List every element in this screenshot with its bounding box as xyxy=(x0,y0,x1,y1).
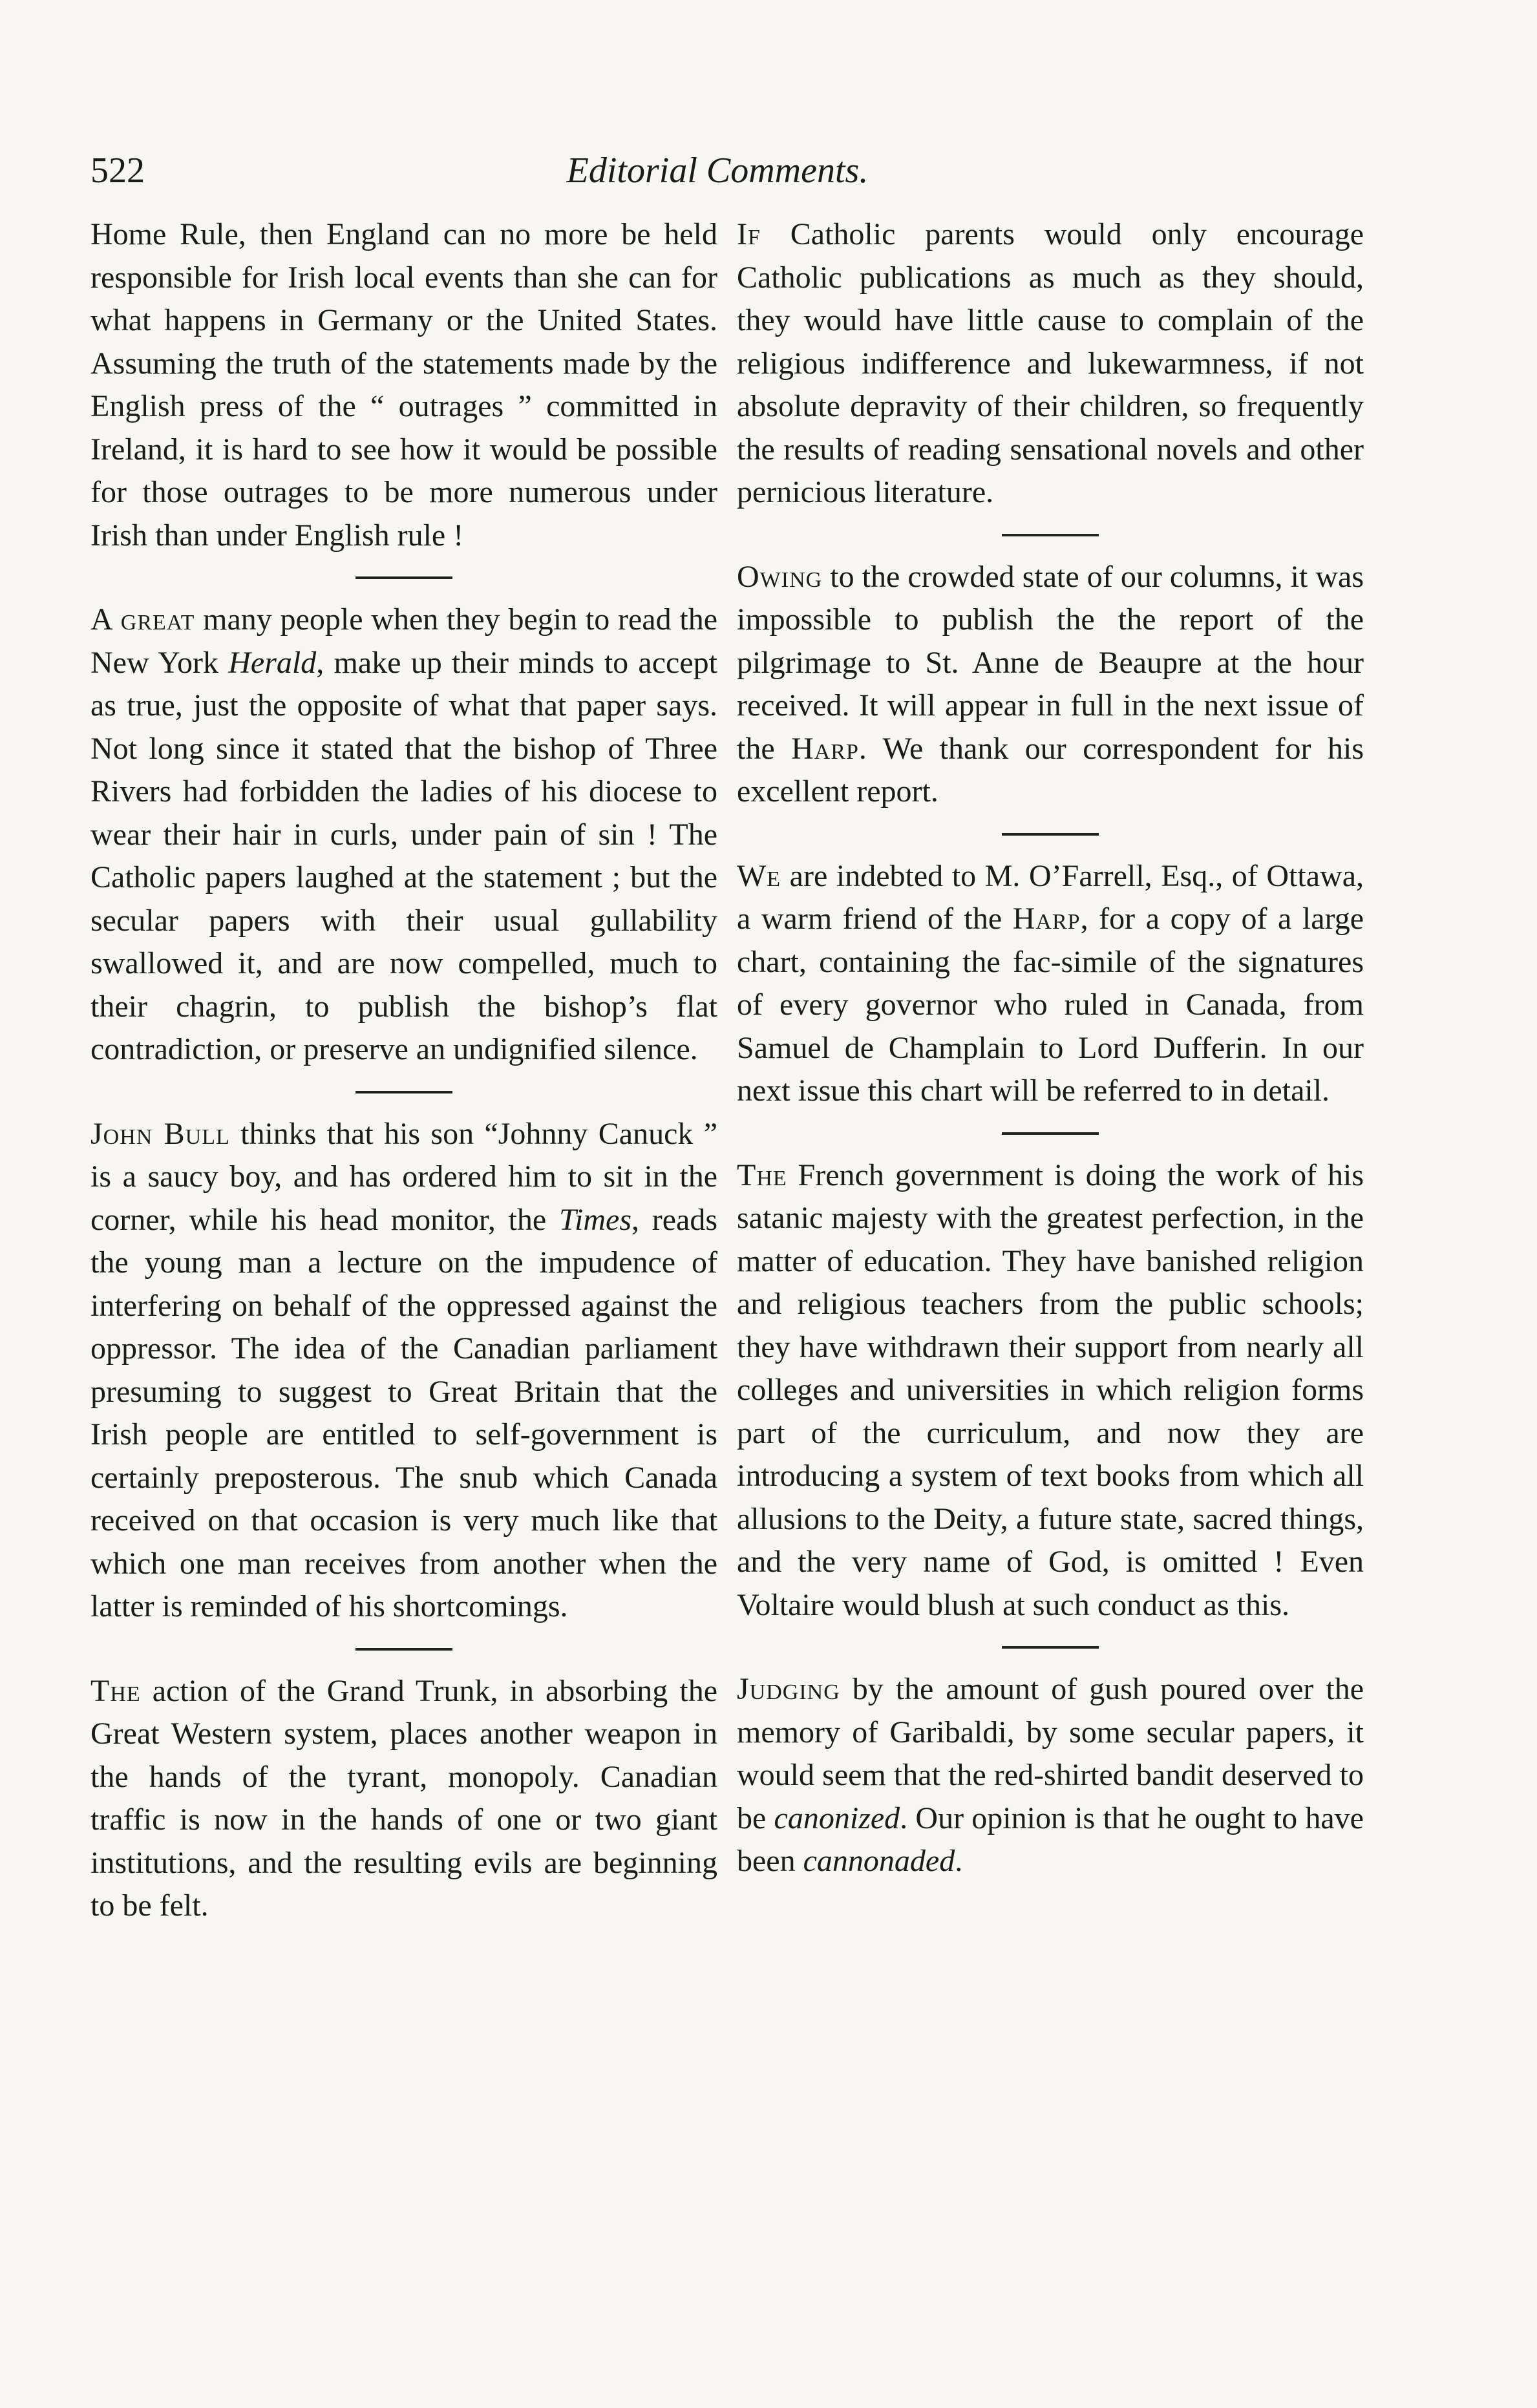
right-column xyxy=(737,213,1364,1883)
emphasis-word: canonized xyxy=(774,1801,900,1835)
paragraph-text: by the amount of gush poured over the memory of Garibaldi, by some secular papers, it would seem that the red-shirted bandit deserved to be xyxy=(737,1672,1364,1835)
section-divider xyxy=(1002,1646,1099,1649)
paragraph-text: to the crowded state of our columns, it was impossible to publish the the report of the pilgrimage to St. Anne de Beaupre at the hour received. It will appear in full in the next issue of the xyxy=(737,559,1364,766)
section-divider xyxy=(355,576,452,579)
paragraph-text: . We thank our correspondent for his excellent report. xyxy=(737,731,1364,808)
emphasis-word: cannonaded xyxy=(803,1844,955,1878)
lead-in: Judging xyxy=(737,1672,840,1706)
section-divider xyxy=(1002,534,1099,536)
publication-title: Herald xyxy=(228,645,317,680)
publication-title: Times xyxy=(558,1202,631,1237)
section-divider xyxy=(1002,833,1099,836)
page-number: 522 xyxy=(90,151,145,191)
paragraph-john-bull xyxy=(90,1113,717,1629)
lead-in: If xyxy=(737,217,761,251)
lead-in: We xyxy=(737,858,781,893)
paragraph-text: are indebted to M. O’Farrell, Esq., of Ottawa, a warm friend of the xyxy=(737,858,1364,936)
paragraph-garibaldi xyxy=(737,1668,1364,1883)
paragraph-new-york-herald xyxy=(90,598,717,1072)
paragraph-home-rule xyxy=(90,213,717,557)
paragraph-french-government xyxy=(737,1154,1364,1627)
left-column xyxy=(90,213,717,1928)
paragraph-text: . xyxy=(955,1844,963,1878)
paragraph-text: , make up their minds to accept as true, just the opposite of what that paper says. Not long since it stated that the bishop of Three Rivers had forbidden the ladies of his diocese to wear their hair in curls, under pain of sin ! The Catholic papers laughed at the statement ; but the secular papers with their usual gullability swallowed it, and are now compelled, much to their chagrin, to publish the bishop’s flat contradiction, or preserve an undignified silence. xyxy=(90,645,717,1066)
page-header xyxy=(90,150,1383,202)
paragraph-pilgrimage xyxy=(737,556,1364,814)
section-divider xyxy=(355,1648,452,1651)
paragraph-text: , for a copy of a large chart, containing the fac-simile of the signatures of every governor who ruled in Canada, from Samuel de Champlain to Lord Dufferin. In our next issue this chart will be referred to in detail. xyxy=(737,902,1364,1108)
section-divider xyxy=(1002,1132,1099,1135)
lead-in: Owing xyxy=(737,559,823,594)
publication-name: Harp xyxy=(791,731,859,766)
lead-in: A great xyxy=(90,602,195,637)
paragraph-text: Home Rule, then England can no more be held responsible for Irish local events than she can for what happens in Germany or the United States. Assuming the truth of the statements made by the English press of the “ outrages ” committed in Ireland, it is hard to see how it would be possible for those outrages to be more numerous under Irish than under English rule ! xyxy=(90,217,717,553)
paragraph-ofarrell-chart xyxy=(737,855,1364,1113)
lead-in: The xyxy=(90,1673,141,1708)
paragraph-text: French government is doing the work of his satanic majesty with the greatest perfection, in the matter of education. They have banished religion and religious teachers from the public schools; they have withdrawn their support from nearly all colleges and universities in which religion forms part of the curriculum, and now they are introducing a system of text books from which all allusions to the Deity, a future state, sacred things, and the very name of God, is omitted ! Even Voltaire would blush at such conduct as this. xyxy=(737,1157,1364,1622)
paragraph-text: Catholic parents would only encourage Catholic publications as much as they should, they would have little cause to complain of the religious indifference and lukewarmness, if not absolute depravity of their children, so frequently the results of reading sensational novels and other pernicious literature. xyxy=(737,217,1364,509)
lead-in: The xyxy=(737,1157,787,1192)
lead-in: John Bull xyxy=(90,1116,230,1151)
paragraph-grand-trunk xyxy=(90,1670,717,1928)
section-divider xyxy=(355,1091,452,1093)
paragraph-catholic-parents xyxy=(737,213,1364,514)
running-title: Editorial Comments. xyxy=(566,151,869,191)
paragraph-text: many people when they begin to read the New York xyxy=(90,602,718,680)
paragraph-text: . Our opinion is that he ought to have been xyxy=(737,1801,1364,1878)
paragraph-text: action of the Grand Trunk, in absorbing the Great Western system, places another weapon in the hands of the tyrant, monopoly. Canadian traffic is now in the hands of one or two giant institutions, and the resulting evils are beginning to be felt. xyxy=(90,1673,717,1923)
publication-name: Harp xyxy=(1012,902,1081,936)
paragraph-text: thinks that his son “Johnny Canuck ” is a saucy boy, and has ordered him to sit in the corner, while his head monitor, the xyxy=(90,1116,718,1237)
paragraph-text: , reads the young man a lecture on the impudence of interfering on behalf of the oppressed against the oppressor. The idea of the Canadian parliament presuming to suggest to Great Britain that the Irish people are entitled to self-government is certainly preposterous. The snub which Canada received on that occasion is very much like that which one man receives from another when the latter is reminded of his shortcomings. xyxy=(90,1202,717,1623)
